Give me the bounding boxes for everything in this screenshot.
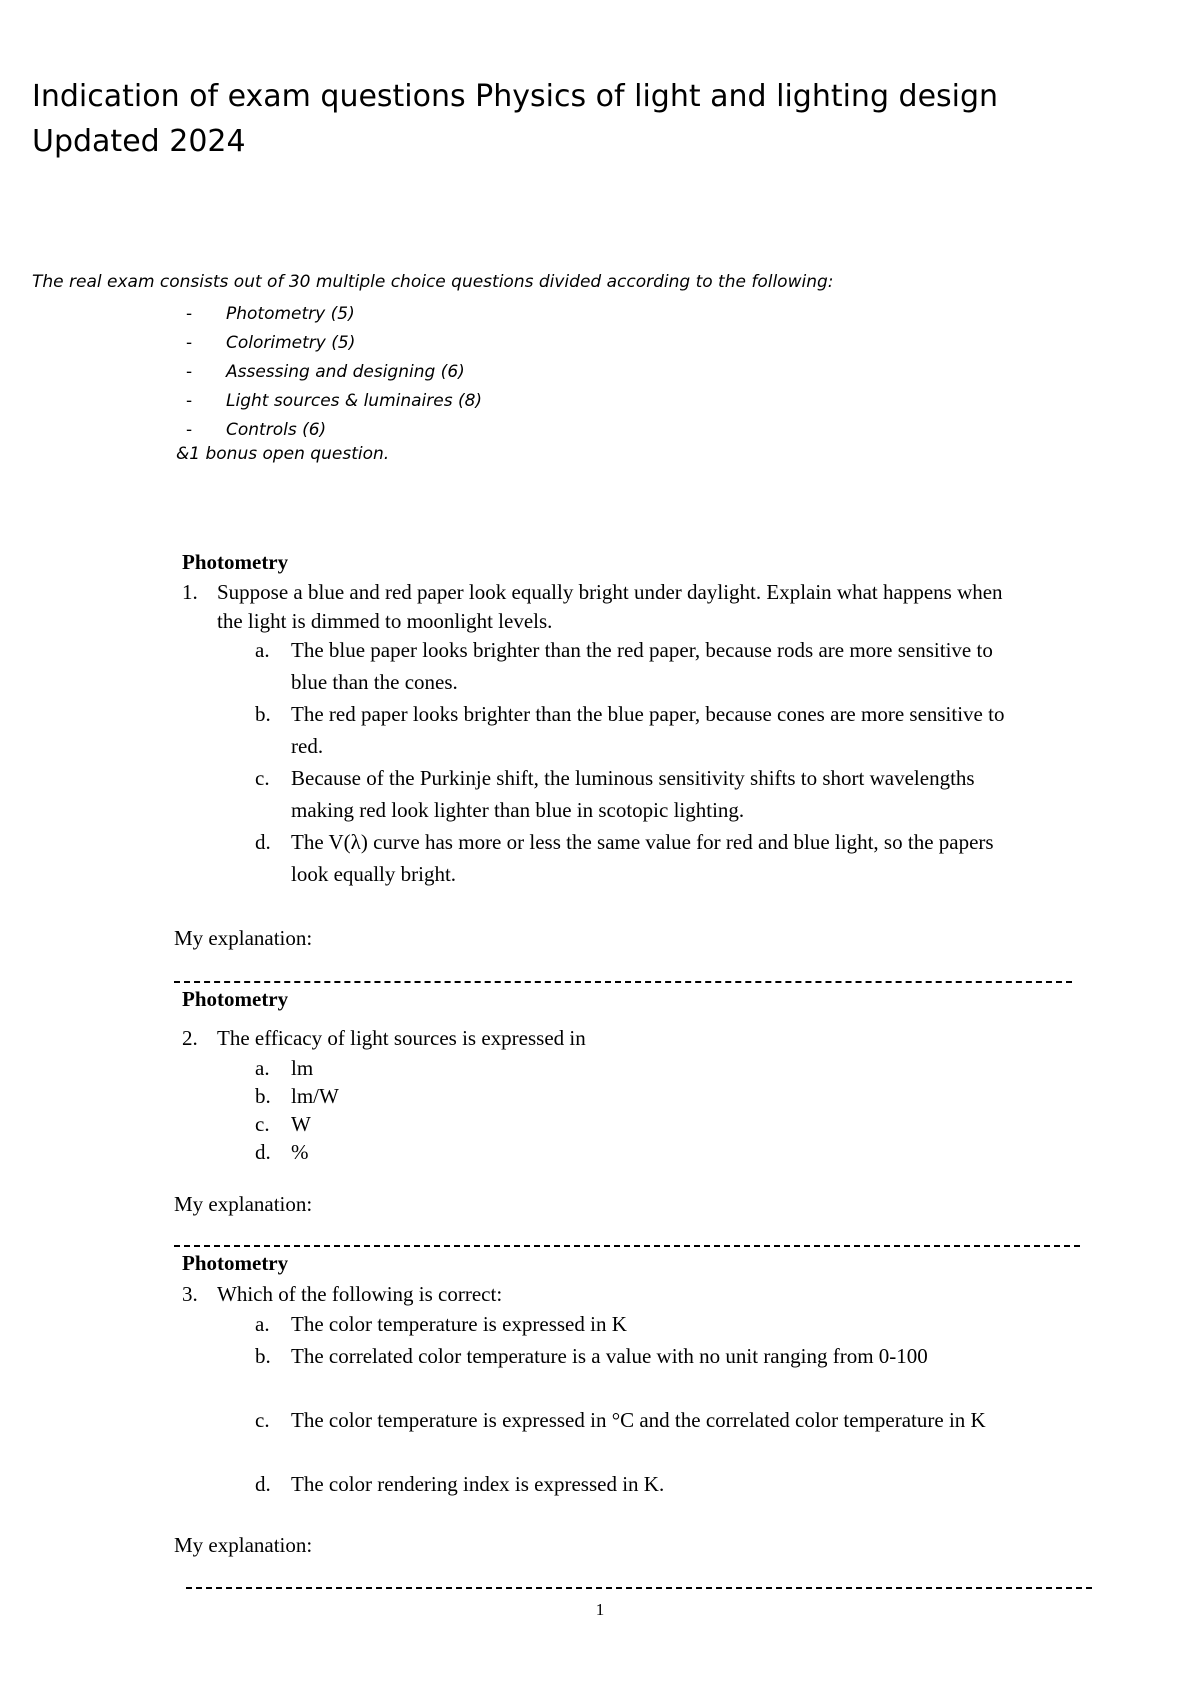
topic-label: Light sources & luminaires (8)	[226, 391, 483, 411]
section-heading: Photometry	[182, 1251, 289, 1275]
page-number: 1	[595, 1600, 605, 1619]
option-letter: b.	[255, 1344, 271, 1368]
divider-dashed	[186, 1587, 1092, 1589]
option-letter: c.	[255, 1112, 270, 1136]
option-letter: b.	[255, 702, 271, 726]
document-subtitle: Updated 2024	[32, 124, 246, 159]
section-heading: Photometry	[182, 550, 289, 574]
option-text: The V(λ) curve has more or less the same value for red and blue light, so the papers look equally bright.	[291, 830, 994, 886]
question-number: 3.	[182, 1282, 198, 1306]
explanation-label: My explanation:	[174, 1192, 313, 1216]
section-heading: Photometry	[182, 987, 289, 1011]
option-letter: a.	[255, 1312, 270, 1336]
bullet-dash: -	[186, 362, 193, 382]
exam-intro: The real exam consists out of 30 multiple choice questions divided according to the following:	[32, 272, 834, 292]
question-number: 2.	[182, 1026, 198, 1050]
option-text: The blue paper looks brighter than the red paper, because rods are more sensitive to blue than the cones.	[291, 638, 993, 694]
option-letter: b.	[255, 1084, 271, 1108]
bonus-note: &1 bonus open question.	[176, 444, 390, 464]
option-letter: a.	[255, 638, 270, 662]
question-number: 1.	[182, 580, 198, 604]
option-letter: d.	[255, 1140, 271, 1164]
bullet-dash: -	[186, 420, 193, 440]
explanation-label: My explanation:	[174, 926, 313, 950]
question-text: Suppose a blue and red paper look equally bright under daylight. Explain what happens when the light is dimmed to moonlight levels.	[217, 580, 1003, 633]
option-text: %	[291, 1140, 309, 1164]
question-text: The efficacy of light sources is expressed in	[217, 1026, 586, 1050]
option-text: The red paper looks brighter than the blue paper, because cones are more sensitive to red.	[291, 702, 1005, 758]
option-text: Because of the Purkinje shift, the luminous sensitivity shifts to short wavelengths making red look lighter than blue in scotopic lighting.	[291, 766, 975, 822]
option-text: lm/W	[291, 1084, 339, 1108]
option-letter: d.	[255, 830, 271, 854]
option-letter: a.	[255, 1056, 270, 1080]
option-letter: c.	[255, 1408, 270, 1432]
option-letter: d.	[255, 1472, 271, 1496]
option-letter: c.	[255, 766, 270, 790]
question-text: Which of the following is correct:	[217, 1282, 503, 1306]
topic-label: Colorimetry (5)	[226, 333, 356, 353]
bullet-dash: -	[186, 304, 193, 324]
divider-dashed	[174, 1245, 1080, 1247]
option-text: The color temperature is expressed in °C and the correlated color temperature in K	[291, 1408, 986, 1432]
option-text: lm	[291, 1056, 314, 1080]
topic-label: Photometry (5)	[226, 304, 355, 324]
bullet-dash: -	[186, 391, 193, 411]
document-title: Indication of exam questions Physics of light and lighting design	[32, 79, 999, 114]
option-text: W	[291, 1112, 311, 1136]
explanation-label: My explanation:	[174, 1533, 313, 1557]
option-text: The correlated color temperature is a value with no unit ranging from 0-100	[291, 1344, 928, 1368]
bullet-dash: -	[186, 333, 193, 353]
topic-label: Controls (6)	[226, 420, 327, 440]
topic-label: Assessing and designing (6)	[226, 362, 465, 382]
option-text: The color rendering index is expressed in K.	[291, 1472, 665, 1496]
option-text: The color temperature is expressed in K	[291, 1312, 627, 1336]
divider-dashed	[174, 981, 1072, 983]
